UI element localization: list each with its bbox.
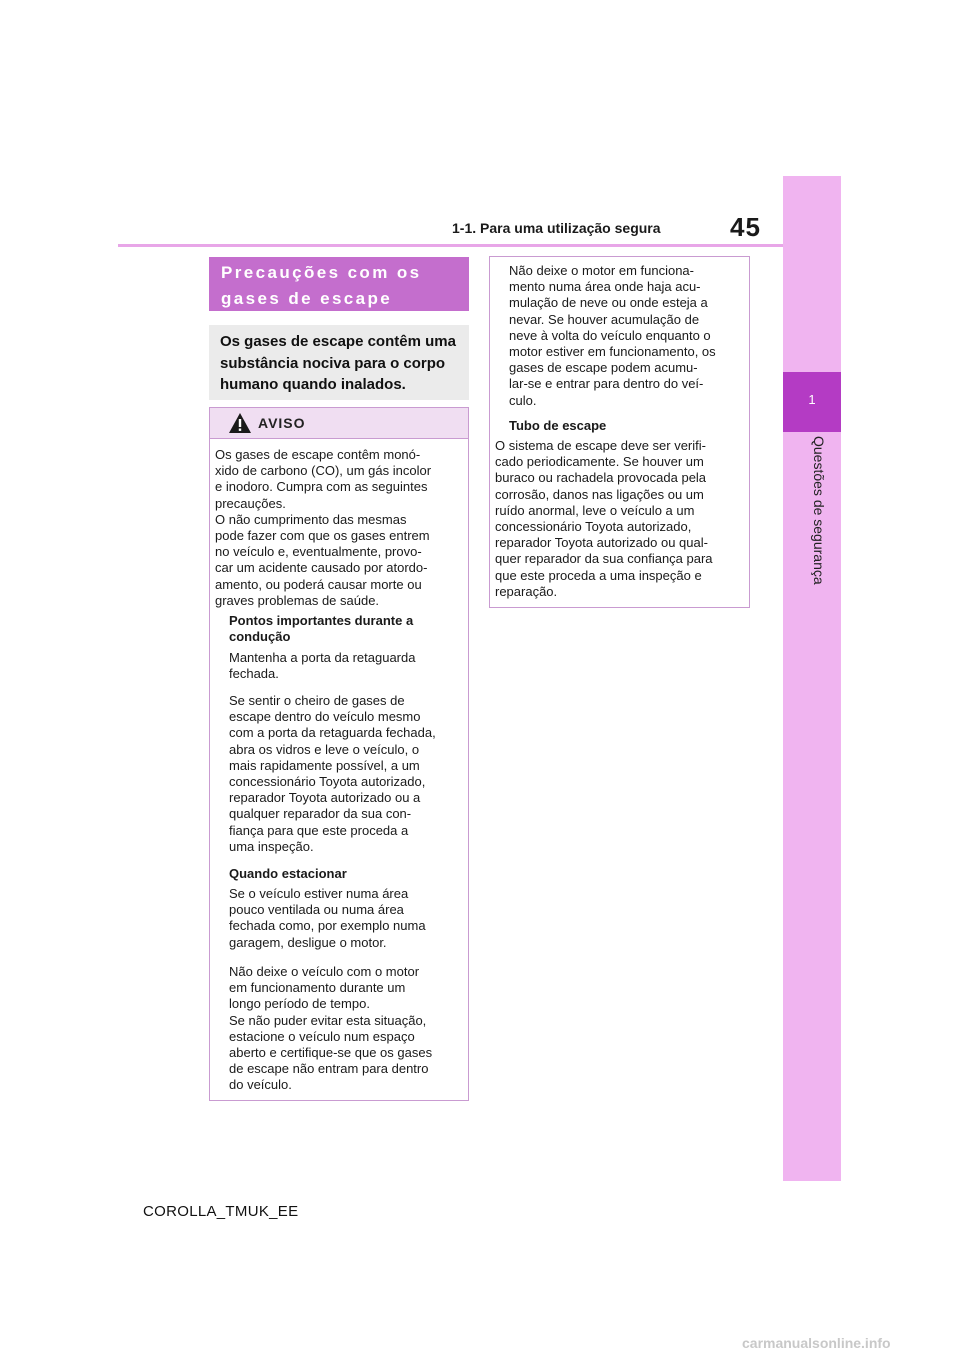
page-number: 45 — [730, 212, 761, 242]
warning-triangle-icon — [228, 412, 252, 439]
section-title: 1-1. Para uma utilização segura — [452, 220, 661, 236]
driving-point-2: Se sentir o cheiro de gases de escape dentro do veículo mesmo com a porta da retaguarda fechada, abra os vidros e leve o veículo, o mais rapidamente possível, a um concessionário Toyota autorizado, reparador Toyota autorizado ou a qualquer reparador da sua con- fiança para que este proceda a uma inspeção. — [229, 693, 436, 854]
driving-points-title: Pontos importantes durante a condução — [229, 613, 414, 645]
exhaust-pipe-title: Tubo de escape — [509, 418, 607, 433]
parking-point-2: Não deixe o veículo com o motor em funcionamento durante um longo período de tempo. Se não puder evitar esta situação, estacione o veículo num espaço aberto e certifique-se que os gases de escape não entram para dentro do veículo. — [229, 964, 433, 1093]
chapter-side-tab — [783, 176, 841, 1181]
document-code: COROLLA_TMUK_EE — [143, 1203, 299, 1220]
parking-title: Quando estacionar — [229, 866, 347, 881]
header-rule — [118, 244, 784, 247]
driving-point-1: Mantenha a porta da retaguarda fechada. — [229, 650, 416, 682]
watermark: carmanualsonline.info — [742, 1335, 891, 1351]
snow-warning-text: Não deixe o motor em funciona- mento numa área onde haja acu- mulação de neve ou onde esteja a nevar. Se houver acumulação de neve à volta do veículo enquanto o motor estiver em funcionamento, os gases de escape podem acumu- lar-se e entrar para dentro do veí- culo. — [509, 263, 716, 408]
parking-point-1: Se o veículo estiver numa área pouco ventilada ou numa área fechada como, por exemplo numa garagem, desligue o motor. — [229, 886, 426, 950]
section-heading: Precauções com os gases de escape — [221, 263, 422, 308]
chapter-label: Questões de segurança — [811, 436, 827, 585]
exhaust-pipe-text: O sistema de escape deve ser verifi- cado periodicamente. Se houver um buraco ou rachadela provocada pela corrosão, danos nas ligações ou um ruído anormal, leve o veículo a um concessionário Toyota autorizado, reparador Toyota autorizado ou qual- quer reparador da sua confiança para que este proceda a uma inspeção e reparação. — [495, 438, 713, 599]
warning-title: AVISO — [258, 415, 306, 431]
warning-paragraph: Os gases de escape contêm monó- xido de carbono (CO), um gás incolor e inodoro. Cumpra com as seguintes precauções. O não cumprimento das mesmas pode fazer com que os gases entrem no veículo e, eventualmente, provo- car um acidente causado por atordo- amento, ou poderá causar morte ou graves problemas de saúde. — [215, 447, 432, 608]
chapter-number: 1 — [808, 392, 816, 407]
intro-text: Os gases de escape contêm uma substância nociva para o corpo humano quando inalados. — [220, 333, 456, 393]
